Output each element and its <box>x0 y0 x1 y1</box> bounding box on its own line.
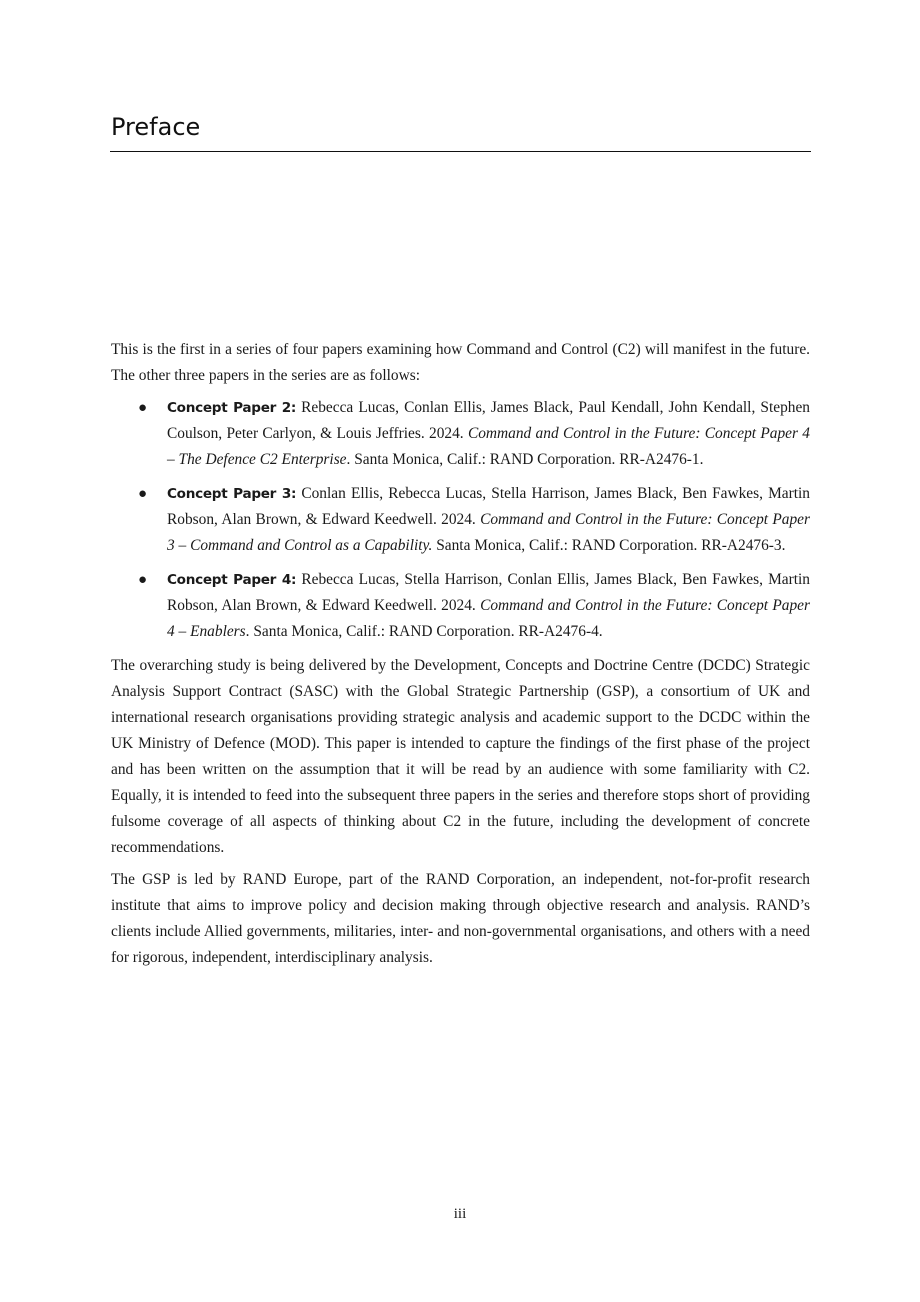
body-content <box>111 337 810 977</box>
paper-authors: Conlan Ellis, Rebecca Lucas, Stella Harrison, James Black, Ben Fawkes, Martin Robson, Alan Brown, & Edward Keedwell. 2024. <box>167 485 810 528</box>
paper-title: Command and Control in the Future: Concept Paper 4 – Enablers <box>167 597 810 640</box>
gsp-paragraph: The GSP is led by RAND Europe, part of the RAND Corporation, an independent, not-for-profit research institute that aims to improve policy and decision making through objective research and analysis. RAND’s clients include Allied governments, militaries, inter- and non-governmental organisations, and others with a need for rigorous, independent, interdisciplinary analysis. <box>111 871 810 966</box>
paper-publisher: . Santa Monica, Calif.: RAND Corporation. RR-A2476-4. <box>245 623 603 640</box>
list-item <box>111 481 810 559</box>
paper-authors: Rebecca Lucas, Conlan Ellis, James Black, Paul Kendall, John Kendall, Stephen Coulson, Peter Carlyon, & Louis Jeffries. 2024. <box>167 399 810 442</box>
paper-authors: Rebecca Lucas, Stella Harrison, Conlan Ellis, James Black, Ben Fawkes, Martin Robson, Alan Brown, & Edward Keedwell. 2024. <box>167 571 810 614</box>
paper-publisher: . Santa Monica, Calif.: RAND Corporation. RR-A2476-1. <box>346 451 704 468</box>
study-paragraph: The overarching study is being delivered by the Development, Concepts and Doctrine Centre (DCDC) Strategic Analysis Support Contract (SASC) with the Global Strategic Partnership (GSP), a consortium of UK and international research organisations providing strategic analysis and academic support to the DCDC within the UK Ministry of Defence (MOD). This paper is intended to capture the findings of the first phase of the project and has been written on the assumption that it will be read by an audience with some familiarity with C2. Equally, it is intended to feed into the subsequent three papers in the series and therefore stops short of providing fulsome coverage of all aspects of thinking about C2 in the future, including the development of concrete recommendations. <box>111 657 810 856</box>
list-item <box>111 567 810 645</box>
bullet-icon: ● <box>138 400 148 416</box>
intro-paragraph: This is the first in a series of four papers examining how Command and Control (C2) will manifest in the future. The other three papers in the series are as follows: <box>111 341 810 384</box>
page-title: Preface <box>111 113 201 141</box>
concept-paper-list <box>111 395 810 645</box>
paper-publisher: Santa Monica, Calif.: RAND Corporation. RR-A2476-3. <box>432 537 786 554</box>
paper-title: Command and Control in the Future: Concept Paper 3 – Command and Control as a Capability. <box>167 511 810 554</box>
paper-title: Command and Control in the Future: Concept Paper 4 – The Defence C2 Enterprise <box>167 425 810 468</box>
paper-label: Concept Paper 2: <box>167 400 297 416</box>
title-rule <box>110 151 811 152</box>
bullet-icon: ● <box>138 486 148 502</box>
paper-label: Concept Paper 3: <box>167 486 297 502</box>
page-number: iii <box>453 1206 467 1222</box>
list-item <box>111 395 810 473</box>
bullet-icon: ● <box>138 572 148 588</box>
paper-label: Concept Paper 4: <box>167 572 297 588</box>
